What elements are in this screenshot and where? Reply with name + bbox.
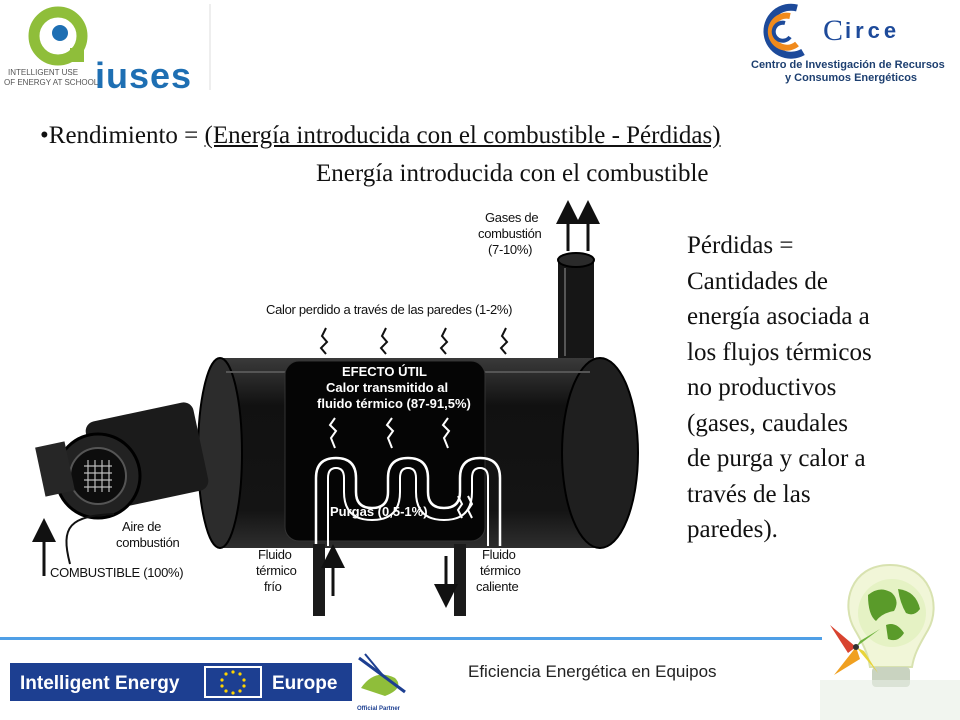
purges-label: Purgas (0,5-1%) [330,504,428,519]
cold-fluid-label-3: frío [264,579,282,594]
losses-line: de purga y calor a [687,445,866,472]
cold-pipe [313,544,325,616]
tank-right-cap [562,358,638,548]
tank-left-cap [198,358,242,548]
circe-wordmark: irce [845,18,901,43]
official-partner-logo [355,648,417,714]
hot-fluid-label-2: térmico [480,563,521,578]
gases-label-1: Gases de [485,210,539,225]
losses-line: Pérdidas = [687,232,794,259]
burner [35,401,210,518]
losses-definition [687,228,937,548]
circe-line-2: y Consumos Energéticos [785,72,918,84]
partner-label: Official Partner [357,706,401,712]
air-label-1: Aire de [122,519,162,534]
ie-banner-right: Europe [272,673,338,694]
cold-fluid-label-1: Fluido [258,547,292,562]
iuses-wordmark: iuses [95,55,193,92]
formula-numerator: (Energía introducida con el combustible - Pérdidas) [204,122,721,149]
circe-c: C [823,14,844,47]
bullet: • [40,122,49,149]
effect-line-2: Calor transmitido al [326,380,449,395]
iuses-logo [0,0,212,92]
effect-line-3: fluido térmico (87-91,5%) [317,396,471,411]
formula-line [40,122,721,150]
hot-fluid-label-3: caliente [476,579,519,594]
hot-pipe [454,544,466,616]
iuses-tagline-2: OF ENERGY AT SCHOOL [4,78,99,87]
losses-line: no productivos [687,374,837,401]
lightbulb-globe-logo [820,555,960,720]
walls-heat-arrows [321,328,507,354]
footer-divider [0,637,822,640]
footer-title: Eficiencia Energética en Equipos [468,662,717,681]
losses-line: paredes). [687,516,778,543]
hot-fluid-label-1: Fluido [482,547,516,562]
air-arrow [66,514,114,564]
formula-lhs: Rendimiento = [48,122,205,149]
losses-line: (gases, caudales [687,409,849,437]
ie-banner-left: Intelligent Energy [20,673,180,694]
boiler-diagram [30,196,650,616]
circe-logo [745,0,960,95]
air-label-2: combustión [116,535,180,550]
losses-line: través de las [687,480,811,508]
circe-line-1: Centro de Investigación de Recursos [751,59,945,71]
losses-line: energía asociada a [687,303,870,330]
iuses-tagline-1: INTELLIGENT USE [8,68,79,77]
intelligent-energy-europe-banner [10,663,352,701]
chimney [558,253,594,368]
walls-heat-label: Calor perdido a través de las paredes (1-2%) [266,302,513,317]
losses-line: Cantidades de [687,267,828,295]
gases-label-3: (7-10%) [488,242,533,257]
formula-denominator: Energía introducida con el combustible [316,160,709,187]
fuel-label: COMBUSTIBLE (100%) [50,565,184,580]
gases-label-2: combustión [478,226,542,241]
cold-fluid-label-2: térmico [256,563,297,578]
effect-title: EFECTO ÚTIL [342,364,427,379]
losses-line: los flujos térmicos [687,338,872,366]
